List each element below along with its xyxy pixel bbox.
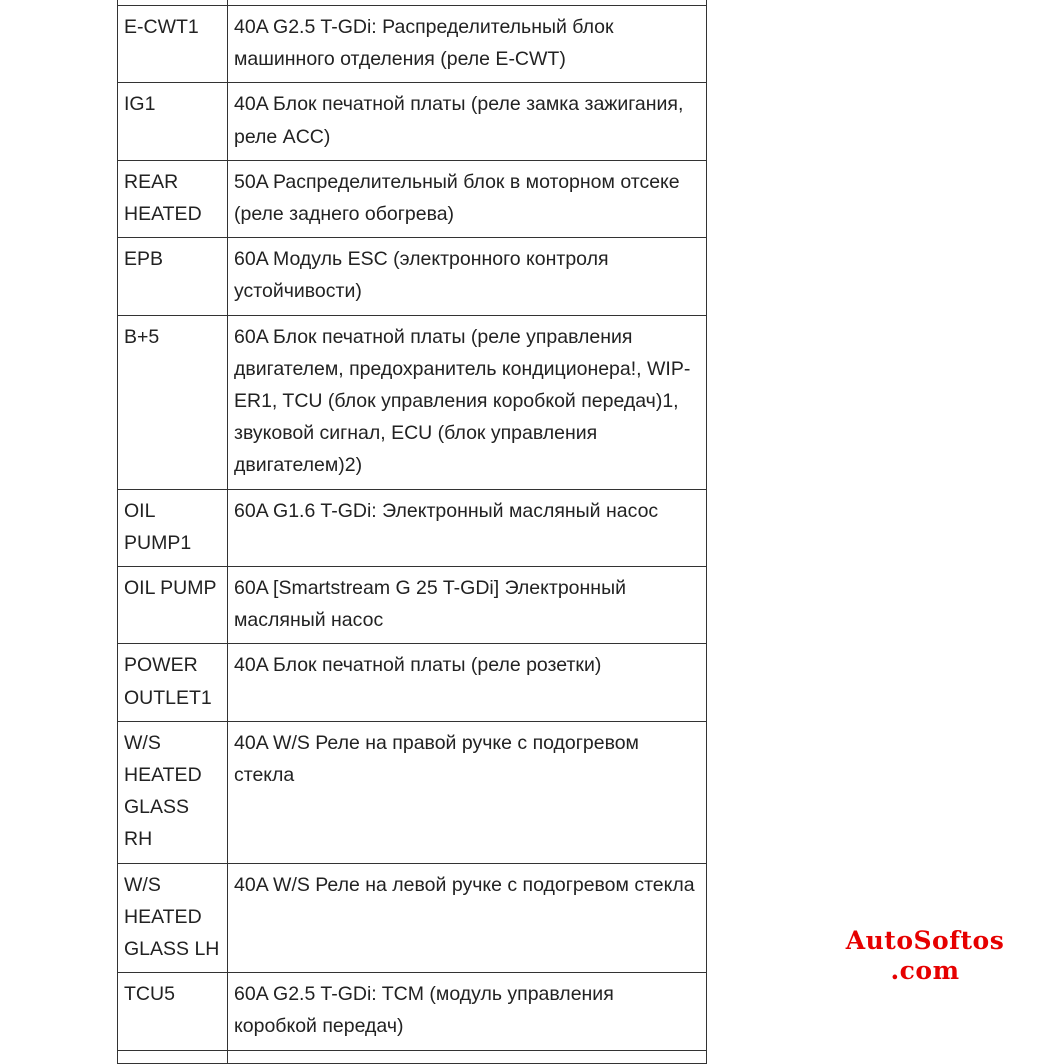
fuse-table-container (117, 0, 707, 1064)
fuse-name-cell: EPB (118, 238, 228, 315)
fuse-description-cell: 60A Блок печатной платы (реле управления двигателем, предохранитель кондиционера!, WIP-ER1, TCU (блок управления коробкой передач)1, звуковой сигнал, ECU (блок управления двигателем)2) (228, 315, 707, 489)
fuse-name-cell: E-CWT1 (118, 6, 228, 83)
table-row (118, 721, 707, 863)
fuse-description-cell: 40A W/S Реле на левой ручке с подогревом стекла (228, 863, 707, 973)
table-row (118, 238, 707, 315)
table-row (118, 160, 707, 237)
fuse-name-cell: OIL PUMP (118, 567, 228, 644)
fuse-name-cell: OIL PUMP1 (118, 489, 228, 566)
table-row (118, 863, 707, 973)
fuse-name-cell (118, 1050, 228, 1063)
fuse-description-cell: 60A G2.5 T-GDi: TCM (модуль управления коробкой передач) (228, 973, 707, 1050)
fuse-name-cell: W/S HEATED GLASS LH (118, 863, 228, 973)
table-row (118, 83, 707, 160)
table-row (118, 315, 707, 489)
fuse-name-cell: B+5 (118, 315, 228, 489)
fuse-name-cell: TCU5 (118, 973, 228, 1050)
fuse-description-cell: 60A [Smartstream G 25 T-GDi] Электронный масляный насос (228, 567, 707, 644)
fuse-description-cell: 40A W/S Реле на правой ручке с подогревом стекла (228, 721, 707, 863)
table-row (118, 489, 707, 566)
fuse-description-cell: 40A G2.5 T-GDi: Распределительный блок машинного отделения (реле E-CWT) (228, 6, 707, 83)
table-row (118, 567, 707, 644)
fuse-description-cell: 60A G1.6 T-GDi: Электронный масляный насос (228, 489, 707, 566)
fuse-name-cell: W/S HEATED GLASS RH (118, 721, 228, 863)
fuse-description-cell: 40A Блок печатной платы (реле розетки) (228, 644, 707, 721)
fuse-table (117, 0, 707, 1064)
watermark-line-2: .com (890, 956, 960, 985)
table-row (118, 973, 707, 1050)
table-row (118, 1050, 707, 1063)
fuse-name-cell: REAR HEATED (118, 160, 228, 237)
fuse-description-cell: 60A Модуль ESC (электронного контроля устойчивости) (228, 238, 707, 315)
table-row (118, 644, 707, 721)
fuse-description-cell: 40A Блок печатной платы (реле замка зажигания, реле ACC) (228, 83, 707, 160)
fuse-description-cell (228, 1050, 707, 1063)
fuse-name-cell: POWER OUTLET1 (118, 644, 228, 721)
watermark-logo (820, 926, 1030, 986)
watermark-line-1: AutoSoftos (845, 926, 1005, 955)
fuse-name-cell: IG1 (118, 83, 228, 160)
fuse-description-cell: 50A Распределительный блок в моторном отсеке (реле заднего обогрева) (228, 160, 707, 237)
table-row (118, 6, 707, 83)
